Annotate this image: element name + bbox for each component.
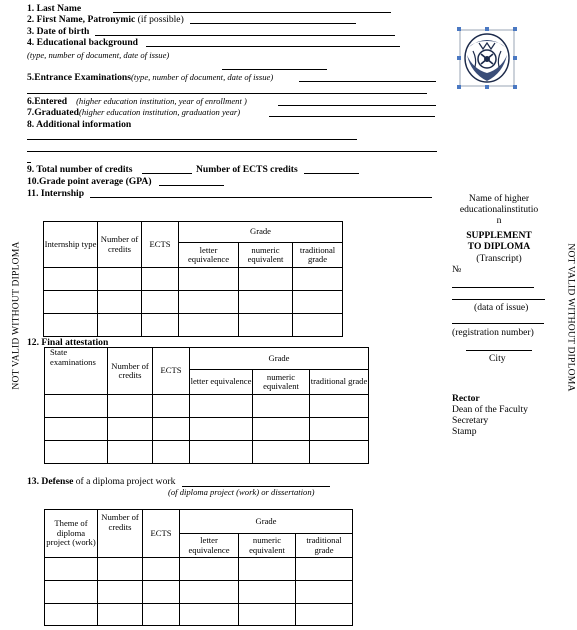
selection-handle[interactable] xyxy=(513,56,517,60)
field-defense-note: (of diploma project (work) or dissertation) xyxy=(168,487,315,497)
field-education-note: (type, number of document, date of issue) xyxy=(27,50,170,60)
final-numeric-header: numeric equivalent xyxy=(253,370,310,395)
registration-line[interactable] xyxy=(452,323,544,324)
dean-label: Dean of the Faculty xyxy=(452,404,528,415)
field-dob-label: 3. Date of birth xyxy=(27,26,90,37)
final-credits-header: Number of credits xyxy=(108,348,153,395)
internship-type-header: Internship type xyxy=(44,222,98,268)
number-line[interactable] xyxy=(452,287,534,288)
internship-numeric-header: numeric equivalent xyxy=(239,243,293,268)
field-ects-credits-line[interactable] xyxy=(304,173,359,174)
city-label: City xyxy=(489,353,506,364)
table-row xyxy=(45,395,369,418)
defense-letter-header: letter equivalence xyxy=(180,534,239,558)
field-graduated-label: 7.Graduated(higher education institution, graduation year) xyxy=(27,107,241,118)
table-row xyxy=(45,441,369,464)
field-last-name-label: 1. Last Name xyxy=(27,3,82,14)
field-dob-line[interactable] xyxy=(95,35,395,36)
emblem-icon xyxy=(459,29,515,87)
stamp-label: Stamp xyxy=(452,426,477,437)
internship-grade-header: Grade xyxy=(179,222,343,243)
defense-ects-header: ECTS xyxy=(143,510,180,558)
field-entrance-line2[interactable] xyxy=(27,93,427,94)
field-graduated-line[interactable] xyxy=(269,116,435,117)
final-letter-header: letter equivalence xyxy=(190,370,253,395)
supplement-title: SUPPLEMENT TO DIPLOMA xyxy=(466,230,532,252)
table-row xyxy=(44,314,343,337)
field-internship-label: 11. Internship xyxy=(27,188,85,199)
field-total-credits-label: 9. Total number of credits xyxy=(27,164,133,175)
final-traditional-header: traditional grade xyxy=(310,370,369,395)
field-ects-credits-label: Number of ECTS credits xyxy=(196,164,298,175)
table-row xyxy=(44,268,343,291)
coat-of-arms-emblem[interactable] xyxy=(459,29,515,87)
field-total-credits-line[interactable] xyxy=(142,173,192,174)
selection-handle[interactable] xyxy=(457,27,461,31)
field-additional-line2[interactable] xyxy=(27,151,437,152)
not-valid-left-label: NOT VALID WITHOUT DIPLOMA xyxy=(10,241,22,390)
field-education-line[interactable] xyxy=(146,46,400,47)
field-education-label: 4. Educational background xyxy=(27,37,138,48)
number-sign: № xyxy=(452,264,462,275)
defense-numeric-header: numeric equivalent xyxy=(239,534,296,558)
city-line[interactable] xyxy=(466,350,532,351)
field-gpa-label: 10.Grade point average (GPA) xyxy=(27,176,152,187)
defense-theme-header: Theme of diploma project (work) xyxy=(45,510,98,558)
field-additional-line3[interactable] xyxy=(27,162,31,163)
secretary-label: Secretary xyxy=(452,415,489,426)
defense-grade-header: Grade xyxy=(180,510,353,534)
selection-handle[interactable] xyxy=(457,56,461,60)
table-row xyxy=(45,581,353,604)
internship-table xyxy=(43,221,343,337)
field-additional-label: 8. Additional information xyxy=(27,119,132,130)
registration-number-label: (registration number) xyxy=(452,327,534,338)
field-last-name-line[interactable] xyxy=(113,12,391,13)
internship-credits-header: Number of credits xyxy=(98,222,142,268)
field-defense-label: 13. Defense of a diploma project work xyxy=(27,476,176,487)
selection-handle[interactable] xyxy=(513,27,517,31)
final-attestation-table xyxy=(44,347,369,464)
date-of-issue-label: (data of issue) xyxy=(474,302,529,313)
defense-traditional-header: traditional grade xyxy=(296,534,353,558)
date-line[interactable] xyxy=(452,299,545,300)
selection-handle[interactable] xyxy=(485,85,489,89)
field-first-name-line[interactable] xyxy=(190,23,356,24)
final-exam-header: State examinations xyxy=(45,348,108,395)
defense-credits-header: Number of credits xyxy=(98,510,143,558)
table-row xyxy=(45,418,369,441)
field-first-name-label: 2. First Name, Patronymic (if possible) xyxy=(27,14,184,25)
institution-name: Name of higher educationalinstitutio n xyxy=(459,193,539,226)
transcript-label: (Transcript) xyxy=(476,253,522,264)
field-entered-label: 6.Entered (higher education institution, year of enrollment ) xyxy=(27,96,247,107)
selection-handle[interactable] xyxy=(513,85,517,89)
internship-traditional-header: traditional grade xyxy=(293,243,343,268)
rector-label: Rector xyxy=(452,393,480,404)
selection-handle[interactable] xyxy=(485,27,489,31)
field-education-line2[interactable] xyxy=(222,69,327,70)
field-entered-line[interactable] xyxy=(278,105,436,106)
internship-letter-header: letter equivalence xyxy=(179,243,239,268)
table-row xyxy=(45,604,353,626)
field-entrance-label: 5.Entrance Examinations(type, number of document, date of issue) xyxy=(27,72,274,83)
table-row xyxy=(45,558,353,581)
table-row xyxy=(44,291,343,314)
not-valid-right-label: NOT VALID WITHOUT DIPLOMA xyxy=(565,243,577,392)
internship-ects-header: ECTS xyxy=(142,222,179,268)
selection-handle[interactable] xyxy=(457,85,461,89)
field-additional-line1[interactable] xyxy=(27,139,357,140)
field-final-attestation-label: 12. Final attestation xyxy=(27,337,109,348)
field-gpa-line[interactable] xyxy=(159,185,224,186)
final-ects-header: ECTS xyxy=(153,348,190,395)
defense-table xyxy=(44,509,353,626)
field-internship-line[interactable] xyxy=(90,197,432,198)
final-grade-header: Grade xyxy=(190,348,369,370)
field-entrance-line[interactable] xyxy=(299,81,436,82)
